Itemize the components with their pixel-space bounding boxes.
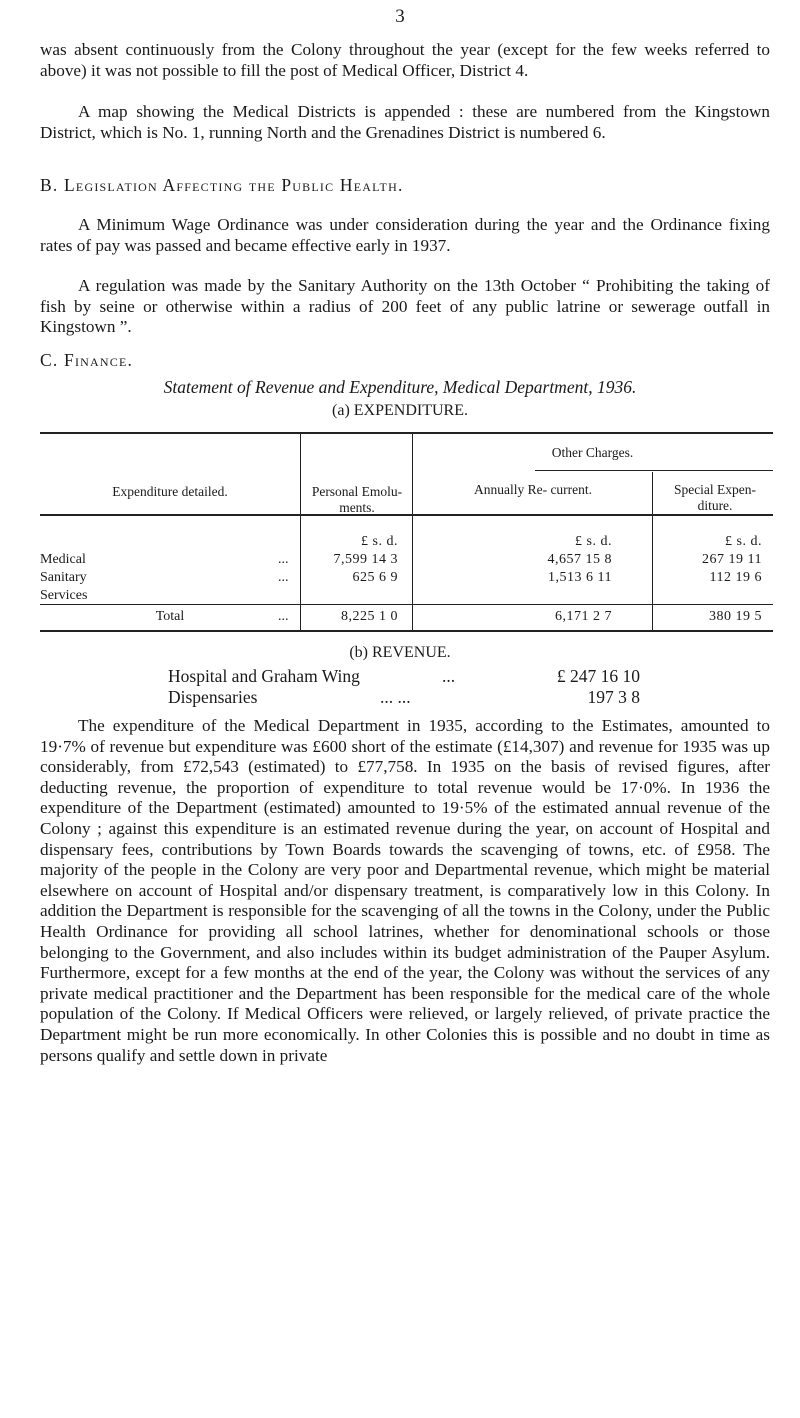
paragraph-expenditure-analysis: The expenditure of the Medical Department in 1935, according to the Estimates, amounted to 19·7% of revenue but expenditure was £600 short of the estimate (£14,307) and revenue for 1935 was up considerably, from £72,543 (estimated) to £77,758. In 1935 on the basis of revised figures, after deducting revenue, the proportion of expenditure to total revenue would be 17·0%. In 1936 the expenditure of the Department (estimated) amounted to 19·5% of the estimated annual revenue of the Colony ; against this expenditure is an estimated revenue during the year, on account of Hospital and dispensary fees, contributions by Town Boards towards the scavenging of towns, etc. of £958. The majority of the people in the Colony are very poor and Departmental revenue, which might be material elsewhere on account of Hospital and/or dispensary treatment, is comparatively low in this Colony. In addition the Department is responsible for the scavenging of all the towns in the Colony, under the Public Health Ordinance for providing all school latrines, whether for denominational schools or those belonging to the Government, and also includes within its budget administration of the Pauper Asylum. Furthermore, except for a few months at the end of the year, the Colony was without the services of any private medical practitioner and the Department has been responsible for the medical care of the whole population of the Colony. If Medical Officers were relieved, or largely relieved, of private practice the Department might be run more economically. In other Colonies this is possible and no doubt in time as persons qualify and settle down in private: [40, 716, 770, 1065]
header-annually-recurrent: Annually Re- current.: [473, 482, 593, 497]
section-c-title: Finance.: [64, 350, 134, 370]
paragraph-map: A map showing the Medical Districts is appended : these are numbered from the Kingstown District, which is No. 1, running North and the Grenadines District is numbered 6.: [40, 102, 770, 142]
section-c-letter: C.: [40, 350, 59, 370]
currency-personal: £ s. d.: [361, 534, 398, 549]
currency-special: £ s. d.: [725, 534, 762, 549]
statement-title: Statement of Revenue and Expenditure, Medical Department, 1936.: [163, 377, 637, 397]
table-cell-special: 112 19 6: [709, 570, 762, 585]
header-special-expenditure: Special Expen- diture.: [673, 482, 757, 513]
currency-annual: £ s. d.: [575, 534, 612, 549]
header-expenditure-detailed: Expenditure detailed.: [112, 484, 228, 499]
revenue-heading: (b) REVENUE.: [349, 644, 451, 661]
section-b-title: Legislation Affecting the Public Health.: [64, 175, 404, 195]
revenue-label: Hospital and Graham Wing: [168, 666, 360, 686]
table-row-label: Sanitary Services: [40, 570, 88, 603]
table-total-dots: ...: [278, 609, 289, 624]
table-cell-annual: 1,513 6 11: [548, 570, 612, 585]
table-cell-special: 267 19 11: [702, 552, 762, 567]
header-other-charges: Other Charges.: [551, 445, 634, 460]
total-rule: [40, 604, 773, 605]
table-row-dots: ...: [278, 552, 289, 567]
table-cell-personal: 7,599 14 3: [333, 552, 398, 567]
expenditure-heading: (a) EXPENDITURE.: [332, 402, 468, 419]
table-total-label: Total: [155, 609, 185, 624]
table-cell-annual: 4,657 15 8: [547, 552, 612, 567]
revenue-dots: ... ...: [380, 687, 411, 707]
table-total-personal: 8,225 1 0: [341, 609, 398, 624]
header-personal-emoluments: Personal Emolu- ments.: [311, 484, 403, 515]
revenue-dots: ...: [442, 666, 456, 686]
paragraph-intro: was absent continuously from the Colony throughout the year (except for the few weeks referred to above) it was not possible to fill the post of Medical Officer, District 4.: [40, 40, 770, 80]
paragraph-minimum-wage: A Minimum Wage Ordinance was under consideration during the year and the Ordinance fixing rates of pay was passed and became effective early in 1937.: [40, 215, 770, 255]
revenue-label: Dispensaries: [168, 687, 258, 707]
other-charges-rule: [535, 470, 773, 471]
table-row-dots: ...: [278, 570, 289, 585]
table-cell-personal: 625 6 9: [352, 570, 398, 585]
section-b-heading: [40, 175, 404, 196]
section-c-heading: [40, 350, 133, 371]
table-bottom-rule: [40, 630, 773, 632]
col-rule-1: [300, 432, 301, 630]
col-rule-2: [412, 432, 413, 630]
table-total-annual: 6,171 2 7: [555, 609, 612, 624]
paragraph-regulation: A regulation was made by the Sanitary Authority on the 13th October “ Prohibiting the taking of fish by seine or otherwise within a radius of 200 feet of any public latrine or sewerage outfall in Kingstown ”.: [40, 276, 770, 336]
table-row-label: Medical: [40, 552, 86, 567]
revenue-amount: £ 247 16 10: [556, 666, 640, 686]
table-top-rule: [40, 432, 773, 434]
page-number: 3: [395, 6, 405, 27]
revenue-amount: 197 3 8: [587, 687, 640, 707]
table-total-special: 380 19 5: [709, 609, 762, 624]
section-b-letter: B.: [40, 175, 59, 195]
